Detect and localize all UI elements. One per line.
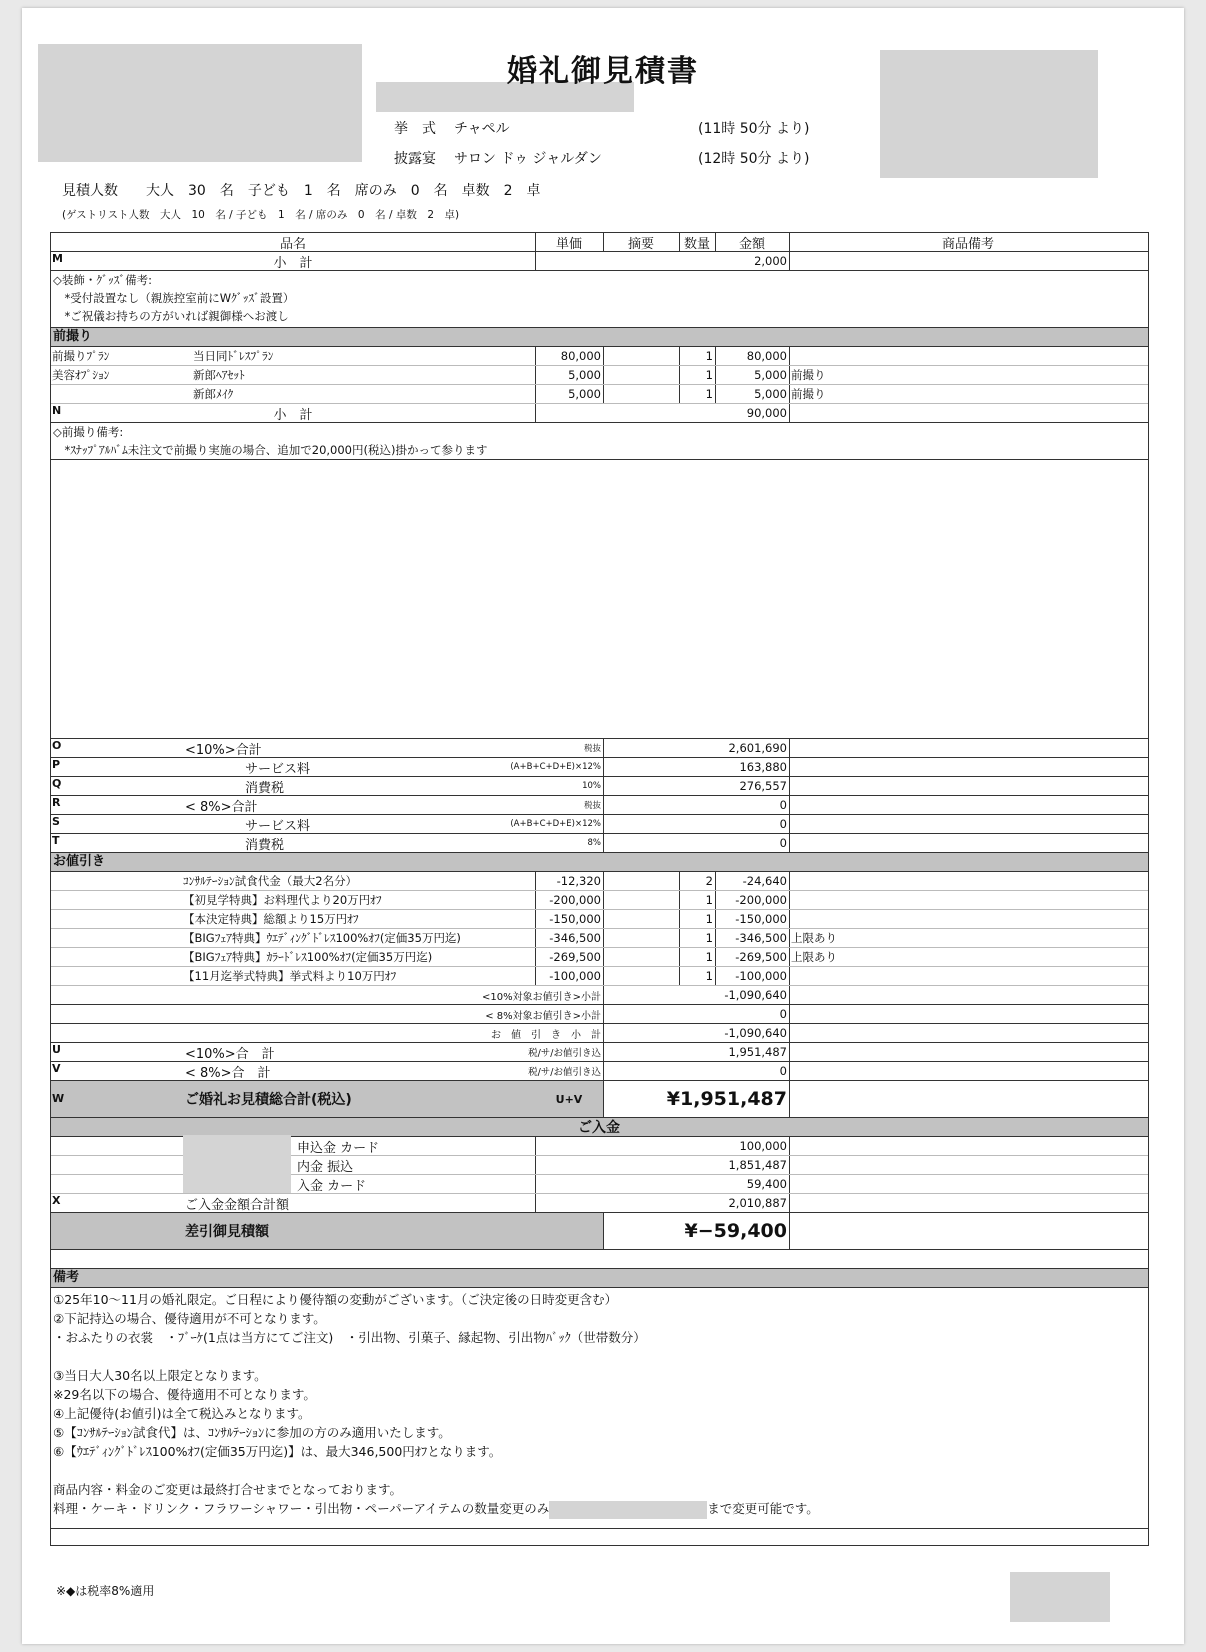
payment-total-row [51,1194,1148,1213]
row-code: W [52,1092,65,1105]
total-label: 消費税 [245,780,285,796]
guestlist-count: (ゲストリスト人数 大人 10 名 / 子ども 1 名 / 席のみ 0 名 / 卓数 2 卓) [62,209,460,221]
discount-subtotal-label: お 値 引 き 小 計 [491,1029,601,1041]
discount-subtotal-label: < 8%対象お値引き>小計 [485,1010,601,1022]
photo-row [51,347,1148,366]
ceremony-time: (11時 50分 より) [698,121,810,137]
discount-name: 【本決定特典】総額より15万円ｵﾌ [183,912,359,926]
payment-label: 申込金 カード [297,1140,380,1156]
payment-amount: 59,400 [746,1177,787,1191]
item-qty: 1 [705,387,713,401]
discount-unit: -269,500 [549,950,601,964]
total-amount: 276,557 [739,779,787,793]
discount-qty: 2 [705,874,713,888]
estimate-table [50,232,1149,1546]
total-amount: 163,880 [739,760,787,774]
empty-area [51,460,1148,739]
remarks-last-line-a: 料理・ケーキ・ドリンク・フラワーシャワー・引出物・ペーパーアイテムの数量変更のみ [53,1501,550,1516]
remark-line: ④上記優待(お値引)は全て税込みとなります。 [53,1406,311,1421]
discount-remark [791,891,911,909]
discount-qty: 1 [705,950,713,964]
discount-subtotal-amount: -1,090,640 [724,988,787,1002]
row-code: M [52,252,63,265]
discount-remark [791,910,911,928]
total-amount: 2,601,690 [728,741,787,755]
payment-amount: 100,000 [739,1139,787,1153]
subtotal-label: 小 計 [273,407,313,423]
redacted-block-bottom-right [1010,1572,1110,1622]
item-amount: 5,000 [754,387,787,401]
remark-line [51,1347,1148,1366]
col-remarks: 商品備考 [941,236,994,252]
ceremony-label: 挙 式 [394,121,436,137]
final-total-label: <10%>合 計 [185,1046,275,1062]
headcount: 見積人数 大人 30 名 子ども 1 名 席のみ 0 名 卓数 2 卓 [62,183,541,199]
item-remark: 前撮り [791,387,826,401]
row-code: V [52,1062,61,1075]
row-code: P [52,758,61,771]
discount-amount: -200,000 [735,893,787,907]
photo-notes [51,423,1148,460]
final-total-row [51,1043,1148,1062]
remark-line [51,1461,1148,1480]
photo-row [51,366,1148,385]
note-line: ◇前撮り備考: [53,425,124,439]
note-line: *ｽﾅｯﾌﾟｱﾙﾊﾞﾑ未注文で前撮り実施の場合、追加で20,000円(税込)掛かって参ります [53,443,488,457]
remark-line: ⑤【ｺﾝｻﾙﾃｰｼｮﾝ試食代】は、ｺﾝｻﾙﾃｰｼｮﾝに参加の方のみ適用いたします。 [53,1425,451,1440]
subtotal-n-row [51,404,1148,423]
total-note: 10% [582,781,601,791]
item-qty: 1 [705,349,713,363]
col-summary: 摘要 [627,236,654,252]
row-code: T [52,834,60,847]
footnote: ※◆は税率8%適用 [56,1584,155,1598]
note-line: *受付設置なし（親族控室前にWｸﾞｯｽﾞ設置） [53,291,295,305]
payment-amount: 1,851,487 [728,1158,787,1172]
discount-amount: -150,000 [735,912,787,926]
total-row [51,777,1148,796]
discount-subtotal-row [51,1005,1148,1024]
final-total-label: < 8%>合 計 [185,1065,271,1081]
discount-row [51,891,1148,910]
total-label: 消費税 [245,837,285,853]
ceremony-venue: チャペル [454,121,510,137]
discount-subtotal-amount: -1,090,640 [724,1026,787,1040]
note-line: ◇装飾・ｸﾞｯｽﾞ備考: [53,273,152,287]
final-total-row [51,1062,1148,1081]
remarks-last-line [51,1499,1148,1519]
total-row [51,834,1148,853]
total-amount: 0 [779,798,787,812]
item-remark: 前撮り [791,368,826,382]
balance-label: 差引御見積額 [185,1224,269,1240]
total-row [51,796,1148,815]
col-unit: 単価 [555,236,582,252]
redacted-date [549,1501,707,1519]
discount-amount: -24,640 [742,874,787,888]
final-total-note: 税/サ/お値引き込 [528,1048,601,1059]
discount-subtotal-amount: 0 [779,1007,787,1021]
discount-row [51,910,1148,929]
discount-unit: -100,000 [549,969,601,983]
total-note: (A+B+C+D+E)×12% [510,762,601,772]
document-title: 婚礼御見積書 [507,54,699,89]
discount-unit: -12,320 [556,874,601,888]
discount-row [51,948,1148,967]
row-code: U [52,1043,61,1056]
subtotal-amount: 2,000 [754,254,787,268]
item-name: 新郎ﾒｲｸ [193,387,234,401]
decor-notes [51,271,1148,328]
row-code: R [52,796,61,809]
payment-label: 内金 振込 [297,1159,354,1175]
row-code: N [52,404,62,417]
discount-row [51,929,1148,948]
item-category [52,385,182,403]
balance-amount: ¥−59,400 [684,1220,787,1242]
spacer-row [51,1250,1148,1269]
grand-total-amount: ¥1,951,487 [666,1088,787,1110]
grand-total-row [51,1081,1148,1118]
discount-remark: 上限あり [791,950,837,964]
total-row [51,758,1148,777]
subtotal-amount: 90,000 [746,406,787,420]
total-note: 8% [587,838,601,848]
item-amount: 5,000 [754,368,787,382]
total-label: <10%>合計 [185,742,262,758]
total-row [51,739,1148,758]
discount-unit: -150,000 [549,912,601,926]
payment-label: 入金 カード [297,1178,367,1194]
discount-subtotal-row [51,1024,1148,1043]
discount-qty: 1 [705,969,713,983]
total-label: サービス料 [245,761,311,777]
section-discount: お値引き [51,853,1148,872]
section-photo: 前撮り [51,328,1148,347]
discount-name: ｺﾝｻﾙﾃｰｼｮﾝ試食代金（最大2名分） [183,874,358,888]
col-amount: 金額 [738,236,765,252]
discount-name: 【11月迄挙式特典】挙式料より10万円ｵﾌ [183,969,397,983]
reception-venue: サロン ドゥ ジャルダン [454,151,602,167]
item-category: 美容ｵﾌﾟｼｮﾝ [52,368,110,382]
item-unit: 5,000 [568,387,601,401]
redacted-payment-names [183,1135,291,1193]
discount-amount: -346,500 [735,931,787,945]
discount-unit: -346,500 [549,931,601,945]
subtotal-label: 小 計 [273,255,313,271]
section-remarks: 備考 [51,1269,1148,1288]
item-name: 新郎ﾍｱｾｯﾄ [193,368,245,382]
remark-line: ②下記持込の場合、優待適用が不可となります。 [53,1311,326,1326]
col-item: 品名 [279,236,306,252]
remark-line: ※29名以下の場合、優待適用不可となります。 [53,1387,316,1402]
discount-remark [791,967,911,985]
item-category: 前撮りﾌﾟﾗﾝ [52,349,110,363]
total-note: (A+B+C+D+E)×12% [510,819,601,829]
total-amount: 0 [779,836,787,850]
discount-amount: -269,500 [735,950,787,964]
remarks-last-line-b: まで変更可能です。 [707,1501,819,1516]
discount-qty: 1 [705,912,713,926]
reception-time: (12時 50分 より) [698,151,810,167]
estimate-document [22,8,1184,1644]
row-code: Q [52,777,62,790]
item-name: 当日同ﾄﾞﾚｽﾌﾟﾗﾝ [193,349,274,363]
total-note: 税抜 [583,744,601,754]
subtotal-m-row [51,252,1148,271]
discount-remark: 上限あり [791,931,837,945]
note-line: *ご祝儀お持ちの方がいれば親御様へお渡し [53,309,289,323]
item-amount: 80,000 [746,349,787,363]
row-code: X [52,1194,61,1207]
remarks-body [51,1288,1148,1529]
final-total-note: 税/サ/お値引き込 [528,1067,601,1078]
remark-line: ①25年10～11月の婚礼限定。ご日程により優待額の変動がございます。（ご決定後の日時変更含む） [53,1292,618,1307]
row-code: S [52,815,60,828]
row-code: O [52,739,62,752]
reception-label: 披露宴 [394,151,436,167]
remark-line: ③当日大人30名以上限定となります。 [53,1368,267,1383]
total-amount: 0 [779,817,787,831]
discount-subtotal-label: <10%対象お値引き>小計 [482,991,601,1003]
final-total-amount: 1,951,487 [728,1045,787,1059]
col-qty: 数量 [683,236,710,252]
balance-row [51,1213,1148,1250]
discount-subtotal-row [51,986,1148,1005]
discount-qty: 1 [705,893,713,907]
grand-total-label: ご婚礼お見積総合計(税込) [185,1092,352,1108]
item-unit: 5,000 [568,368,601,382]
discount-amount: -100,000 [735,969,787,983]
payment-total-amount: 2,010,887 [728,1196,787,1210]
remark-line: ・おふたりの衣裳 ・ﾌﾞｰｹ(1点は当方にてご注文) ・引出物、引菓子、縁起物、引出物ﾊﾞｯｸ（世帯数分） [53,1330,646,1345]
discount-name: 【初見学特典】お料理代より20万円ｵﾌ [183,893,382,907]
item-unit: 80,000 [560,349,601,363]
discount-name: 【BIGﾌｪｱ特典】ｶﾗｰﾄﾞﾚｽ100%ｵﾌ(定価35万円迄) [183,950,433,964]
table-bottom-row [51,1529,1148,1545]
total-note: 税抜 [583,801,601,811]
discount-remark [791,872,911,890]
discount-row [51,967,1148,986]
item-remark [791,347,911,365]
table-header [51,233,1148,252]
total-label: < 8%>合計 [185,799,258,815]
discount-row [51,872,1148,891]
section-payment-label: ご入金 [578,1120,620,1136]
remark-line: 商品内容・料金のご変更は最終打合せまでとなっております。 [53,1482,403,1497]
grand-total-formula: U+V [535,1081,603,1117]
item-qty: 1 [705,368,713,382]
photo-row [51,385,1148,404]
final-total-amount: 0 [779,1064,787,1078]
payment-total-label: ご入金金額合計額 [185,1197,290,1213]
discount-qty: 1 [705,931,713,945]
discount-name: 【BIGﾌｪｱ特典】ｳｴﾃﾞｨﾝｸﾞﾄﾞﾚｽ100%ｵﾌ(定価35万円迄) [183,931,461,945]
remark-line: ⑥【ｳｴﾃﾞｨﾝｸﾞﾄﾞﾚｽ100%ｵﾌ(定価35万円迄)】は、最大346,500円ｵﾌとなります。 [53,1444,502,1459]
discount-unit: -200,000 [549,893,601,907]
total-label: サービス料 [245,818,311,834]
total-row [51,815,1148,834]
